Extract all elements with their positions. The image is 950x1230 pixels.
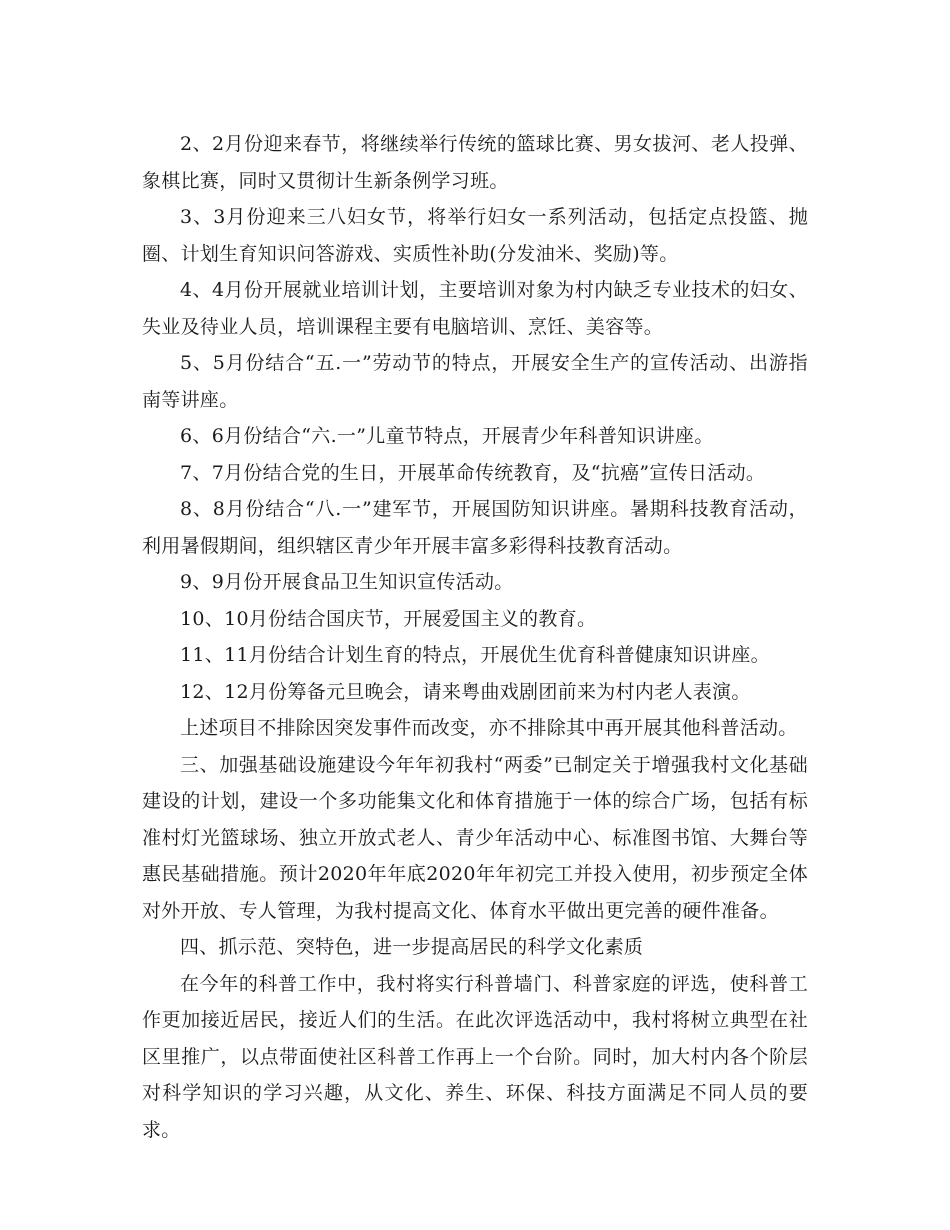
document-body — [142, 126, 808, 1148]
paragraph-jul-party-birthday: 7、7月份结合党的生日，开展革命传统教育，及“抗癌”宣传日活动。 — [180, 461, 766, 484]
paragraph-section-four-body: 在今年的科普工作中，我村将实行科普墙门、科普家庭的评选，使科普工作更加接近居民，接近人们的生活。在此次评选活动中，我村将树立典型在社区里推广，以点带面使社区科普工作再上一个台阶。同时，加大村内各个阶层对科学知识的学习兴趣，从文化、养生、环保、科技方面满足不同人员的要求。 — [142, 972, 808, 1141]
paragraph-mar-womens-day: 3、3月份迎来三八妇女节，将举行妇女一系列活动，包括定点投篮、抛圈、计划生育知识问答游戏、实质性补助(分发油米、奖励)等。 — [142, 206, 808, 265]
paragraph-section-three-infrastructure: 三、加强基础设施建设今年年初我村“两委”已制定关于增强我村文化基础建设的计划，建设一个多功能集文化和体育措施于一体的综合广场，包括有标准村灯光篮球场、独立开放式老人、青少年活动中心、标准图书馆、大舞台等惠民基础措施。预计2020年年底2020年年初完工并投入使用，初步预定全体对外开放、专人管理，为我村提高文化、体育水平做出更完善的硬件准备。 — [142, 753, 808, 922]
paragraph-may-labour-day: 5、5月份结合“五.一”劳动节的特点，开展安全生产的宣传活动、出游指南等讲座。 — [142, 352, 808, 411]
paragraph-aug-army-day: 8、8月份结合“八.一”建军节，开展国防知识讲座。暑期科技教育活动，利用暑假期间，组织辖区青少年开展丰富多彩得科技教育活动。 — [142, 498, 808, 557]
paragraph-oct-national-day: 10、10月份结合国庆节，开展爱国主义的教育。 — [180, 607, 597, 630]
section-heading-four: 四、抓示范、突特色，进一步提高居民的科学文化素质 — [180, 936, 644, 958]
paragraph-feb-spring-festival: 2、2月份迎来春节，将继续举行传统的篮球比赛、男女拔河、老人投弹、象棋比赛，同时又贯彻计生新条例学习班。 — [142, 133, 808, 192]
paragraph-dec-new-year-gala: 12、12月份筹备元旦晚会，请来粤曲戏剧团前来为村内老人表演。 — [180, 680, 751, 703]
paragraph-sep-food-safety: 9、9月份开展食品卫生知识宣传活动。 — [180, 571, 514, 593]
paragraph-jun-childrens-day: 6、6月份结合“六.一”儿童节特点，开展青少年科普知识讲座。 — [180, 425, 714, 447]
paragraph-apr-employment-training: 4、4月份开展就业培训计划，主要培训对象为村内缺乏专业技术的妇女、失业及待业人员，培训课程主要有电脑培训、烹饪、美容等。 — [142, 279, 808, 338]
paragraph-schedule-note: 上述项目不排除因突发事件而改变，亦不排除其中再开展其他科普活动。 — [180, 717, 798, 739]
paragraph-nov-family-planning: 11、11月份结合计划生育的特点，开展优生优育科普健康知识讲座。 — [180, 644, 770, 666]
